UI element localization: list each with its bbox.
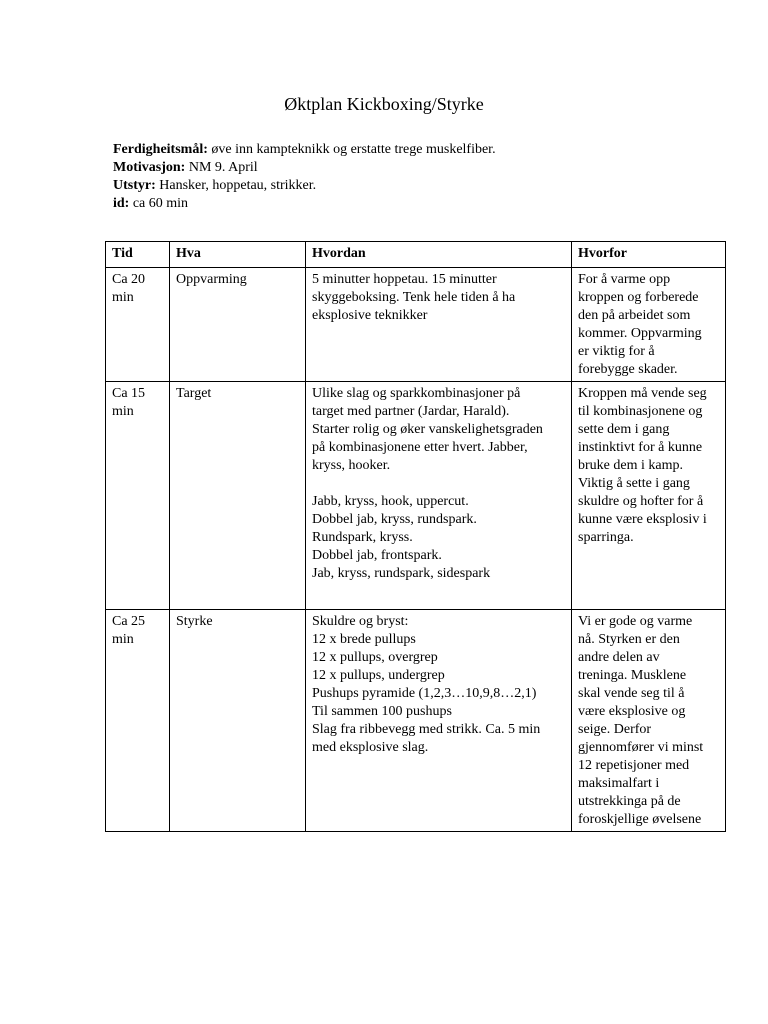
hvorfor-line: andre delen av [578,650,660,665]
goal-label: Ferdigheitsmål: [113,142,208,157]
hva-text: Target [176,386,212,401]
hvorfor-line: Kroppen må vende seg [578,386,707,401]
hvordan-line: Starter rolig og øker vanskelighetsgraden [312,422,543,437]
hvordan-line: 5 minutter hoppetau. 15 minutter [312,272,497,287]
equipment-value: Hansker, hoppetau, strikker. [155,178,317,193]
table-row [106,382,726,610]
cell-tid [106,268,170,382]
hvordan-line: 12 x pullups, overgrep [312,650,438,665]
hvorfor-line: være eksplosive og [578,704,686,719]
hvorfor-line: forebygge skader. [578,362,678,377]
motivation-value: NM 9. April [185,160,258,175]
hvordan-line: Jabb, kryss, hook, uppercut. [312,494,469,509]
motivation-line [113,159,496,177]
hvorfor-line: foroskjellige øvelsene [578,812,702,827]
hvordan-line: 12 x pullups, undergrep [312,668,445,683]
hvordan-line: eksplosive teknikker [312,308,428,323]
cell-hva [170,268,306,382]
hvorfor-line: den på arbeidet som [578,308,691,323]
cell-hvorfor [572,268,726,382]
goal-line [113,141,496,159]
goal-value: øve inn kampteknikk og erstatte trege muskelfiber. [207,142,496,157]
duration-label: id: [113,196,130,211]
cell-hva [170,382,306,610]
cell-hvordan [306,382,572,610]
hvorfor-line: nå. Styrken er den [578,632,680,647]
hvorfor-line: kroppen og forberede [578,290,699,305]
header-hvorfor: Hvorfor [572,242,726,268]
duration-line [113,195,496,213]
hvorfor-line: kommer. Oppvarming [578,326,702,341]
motivation-label: Motivasjon: [113,160,186,175]
cell-hvorfor [572,382,726,610]
table-row [106,268,726,382]
tid-line: min [112,404,134,419]
cell-tid [106,610,170,832]
hvorfor-line: 12 repetisjoner med [578,758,690,773]
hvorfor-line: For å varme opp [578,272,671,287]
hvorfor-line: seige. Derfor [578,722,652,737]
tid-line: min [112,632,134,647]
cell-hvordan [306,610,572,832]
hvorfor-line: instinktivt for å kunne [578,440,703,455]
hva-text: Oppvarming [176,272,247,287]
hvordan-line: skyggeboksing. Tenk hele tiden å ha [312,290,516,305]
hvorfor-line: utstrekkinga på de [578,794,681,809]
hvordan-line: kryss, hooker. [312,458,391,473]
hvordan-line: Slag fra ribbevegg med strikk. Ca. 5 min [312,722,541,737]
hvordan-line: Jab, kryss, rundspark, sidespark [312,566,491,581]
equipment-label: Utstyr: [113,178,156,193]
hvorfor-line: bruke dem i kamp. [578,458,683,473]
hvordan-line: target med partner (Jardar, Harald). [312,404,510,419]
header-hva: Hva [170,242,306,268]
hvordan-line: Dobbel jab, kryss, rundspark. [312,512,477,527]
hvorfor-line: sette dem i gang [578,422,670,437]
cell-hva [170,610,306,832]
hvorfor-line: kunne være eksplosiv i [578,512,707,527]
hvorfor-line: er viktig for å [578,344,655,359]
hvordan-line: Dobbel jab, frontspark. [312,548,442,563]
hvorfor-line: til kombinasjonene og [578,404,703,419]
header-tid: Tid [106,242,170,268]
session-info [113,141,496,213]
header-hvordan: Hvordan [306,242,572,268]
tid-line: Ca 20 [112,272,146,287]
equipment-line [113,177,496,195]
hvordan-line: på kombinasjonene etter hvert. Jabber, [312,440,528,455]
hvorfor-line: gjennomfører vi minst [578,740,704,755]
document-title: Øktplan Kickboxing/Styrke [284,94,484,114]
hvordan-line: 12 x brede pullups [312,632,416,647]
tid-line: Ca 25 [112,614,146,629]
cell-hvorfor [572,610,726,832]
session-plan-table [105,241,726,832]
hvordan-line: Rundspark, kryss. [312,530,413,545]
table-row [106,610,726,832]
hvorfor-line: Viktig å sette i gang [578,476,690,491]
duration-value: ca 60 min [129,196,189,211]
hvorfor-line: skal vende seg til å [578,686,685,701]
hvordan-line: Skuldre og bryst: [312,614,409,629]
table-header-row [106,242,726,268]
hvorfor-line: Vi er gode og varme [578,614,693,629]
hvordan-line: med eksplosive slag. [312,740,429,755]
cell-hvordan [306,268,572,382]
tid-line: min [112,290,134,305]
hvorfor-line: sparringa. [578,530,634,545]
tid-line: Ca 15 [112,386,146,401]
hvordan-line: Pushups pyramide (1,2,3…10,9,8…2,1) [312,686,537,701]
cell-tid [106,382,170,610]
hva-text: Styrke [176,614,213,629]
hvorfor-line: treninga. Musklene [578,668,687,683]
hvordan-line: Ulike slag og sparkkombinasjoner på [312,386,521,401]
hvorfor-line: skuldre og hofter for å [578,494,704,509]
hvorfor-line: maksimalfart i [578,776,660,791]
paragraph-gap [312,475,566,493]
hvordan-line: Til sammen 100 pushups [312,704,452,719]
